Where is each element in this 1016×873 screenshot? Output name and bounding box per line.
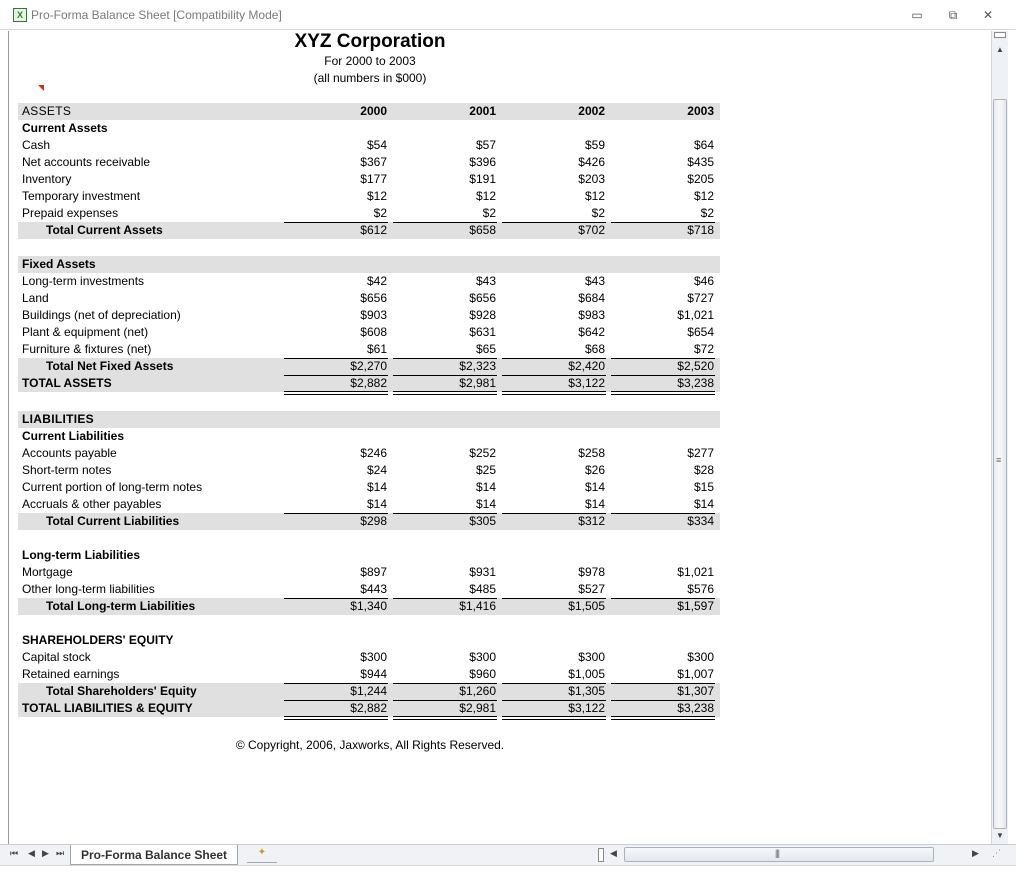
value-cell[interactable]: $897 <box>360 565 387 579</box>
underline <box>611 700 715 701</box>
value-cell[interactable]: $435 <box>687 155 714 169</box>
underline <box>284 222 388 223</box>
value-cell[interactable]: $14 <box>366 497 387 511</box>
value-cell[interactable]: $191 <box>469 172 496 186</box>
horizontal-scroll-thumb[interactable]: ||| <box>624 847 934 862</box>
value-cell[interactable]: $608 <box>360 325 387 339</box>
value-cell[interactable]: $612 <box>360 223 387 237</box>
value-cell[interactable]: $3,122 <box>568 701 605 715</box>
row-label: Retained earnings <box>22 667 120 681</box>
year-column-header[interactable]: 2001 <box>469 104 496 118</box>
value-cell[interactable]: $65 <box>475 342 496 356</box>
scroll-up-icon[interactable]: ▲ <box>996 45 1004 54</box>
double-underline <box>393 394 497 395</box>
comment-indicator-icon[interactable] <box>38 85 44 91</box>
excel-icon: X <box>13 8 27 22</box>
row-net-accounts-receivable <box>18 154 720 171</box>
row-label: Inventory <box>22 172 72 186</box>
row-cash <box>18 137 720 154</box>
value-cell[interactable]: $718 <box>687 223 714 237</box>
row-label: Accounts payable <box>22 446 117 460</box>
double-underline <box>284 716 388 717</box>
value-cell[interactable]: $43 <box>584 274 605 288</box>
row-label: Temporary investment <box>22 189 141 203</box>
value-cell[interactable]: $300 <box>578 650 605 664</box>
total-long-term-liabilities-row <box>18 598 720 615</box>
row-label: SHAREHOLDERS' EQUITY <box>22 633 174 647</box>
underline <box>611 222 715 223</box>
year-column-header[interactable]: 2003 <box>687 104 714 118</box>
value-cell[interactable]: $631 <box>469 325 496 339</box>
double-underline <box>393 719 497 720</box>
double-underline <box>611 391 715 392</box>
row-capital-stock <box>18 649 720 666</box>
shareholders-equity-heading <box>18 632 720 649</box>
row-label: Total Net Fixed Assets <box>46 359 174 373</box>
row-label: Cash <box>22 138 51 152</box>
row-label: Accruals & other payables <box>22 497 162 511</box>
row-current-portion-of-long-term-notes <box>18 479 720 496</box>
value-cell[interactable]: $1,340 <box>350 599 387 613</box>
row-label: ASSETS <box>22 104 72 118</box>
window-bottom-edge <box>0 865 1016 873</box>
year-column-header[interactable]: 2000 <box>360 104 387 118</box>
value-cell[interactable]: $68 <box>584 342 605 356</box>
value-cell[interactable]: $300 <box>687 650 714 664</box>
value-cell[interactable]: $978 <box>578 565 605 579</box>
value-cell[interactable]: $1,416 <box>459 599 496 613</box>
value-cell[interactable]: $42 <box>366 274 387 288</box>
double-underline <box>284 391 388 392</box>
row-label: Mortgage <box>22 565 73 579</box>
value-cell[interactable]: $367 <box>360 155 387 169</box>
vertical-scrollbar[interactable] <box>991 31 1008 844</box>
underline <box>393 222 497 223</box>
underline <box>284 700 388 701</box>
value-cell[interactable]: $1,260 <box>459 684 496 698</box>
value-cell[interactable]: $2 <box>700 206 714 220</box>
double-underline <box>502 391 606 392</box>
underline <box>611 598 715 599</box>
value-cell[interactable]: $2,323 <box>459 359 496 373</box>
copyright-text: © Copyright, 2006, Jaxworks, All Rights Reserved. <box>235 738 505 752</box>
total-net-fixed-assets-row <box>18 358 720 375</box>
window-title: Pro-Forma Balance Sheet [Compatibility Mode] <box>31 8 282 22</box>
value-cell[interactable]: $1,307 <box>677 684 714 698</box>
row-label: Buildings (net of depreciation) <box>22 308 181 322</box>
company-title: XYZ Corporation <box>294 31 446 52</box>
value-cell[interactable]: $727 <box>687 291 714 305</box>
value-cell[interactable]: $931 <box>469 565 496 579</box>
row-accounts-payable <box>18 445 720 462</box>
sheet-tab-bar <box>0 844 1016 865</box>
double-underline <box>284 394 388 395</box>
value-cell[interactable]: $1,007 <box>677 667 714 681</box>
value-cell[interactable]: $277 <box>687 446 714 460</box>
value-cell[interactable]: $14 <box>475 480 496 494</box>
value-cell[interactable]: $2 <box>482 206 496 220</box>
underline <box>502 375 606 376</box>
underline <box>611 683 715 684</box>
underline <box>393 700 497 701</box>
underline <box>611 375 715 376</box>
value-cell[interactable]: $26 <box>584 463 605 477</box>
value-cell[interactable]: $944 <box>360 667 387 681</box>
row-label: Total Current Assets <box>46 223 163 237</box>
value-cell[interactable]: $28 <box>693 463 714 477</box>
row-other-long-term-liabilities <box>18 581 720 598</box>
value-cell[interactable]: $14 <box>693 497 714 511</box>
value-cell[interactable]: $334 <box>687 514 714 528</box>
value-cell[interactable]: $658 <box>469 223 496 237</box>
value-cell[interactable]: $1,505 <box>568 599 605 613</box>
value-cell[interactable]: $1,005 <box>568 667 605 681</box>
restore-icon[interactable]: ⧉ <box>948 8 958 22</box>
value-cell[interactable]: $305 <box>469 514 496 528</box>
value-cell[interactable]: $203 <box>578 172 605 186</box>
value-cell[interactable]: $2,981 <box>459 701 496 715</box>
value-cell[interactable]: $3,238 <box>677 701 714 715</box>
row-label: Plant & equipment (net) <box>22 325 149 339</box>
year-column-header[interactable]: 2002 <box>578 104 605 118</box>
value-cell[interactable]: $43 <box>475 274 496 288</box>
row-label: Land <box>22 291 49 305</box>
value-cell[interactable]: $2,981 <box>459 376 496 390</box>
last-sheet-icon[interactable]: ⏭ <box>56 848 65 858</box>
row-label: Current Assets <box>22 121 108 135</box>
minimize-icon[interactable]: ▭ <box>911 8 923 22</box>
value-cell[interactable]: $12 <box>475 189 496 203</box>
value-cell[interactable]: $54 <box>366 138 387 152</box>
value-cell[interactable]: $642 <box>578 325 605 339</box>
row-short-term-notes <box>18 462 720 479</box>
row-label: Capital stock <box>22 650 91 664</box>
long-term-liabilities-heading <box>18 547 720 564</box>
row-label: Total Long-term Liabilities <box>46 599 196 613</box>
prev-sheet-icon[interactable]: ◀ <box>28 848 35 858</box>
value-cell[interactable]: $72 <box>693 342 714 356</box>
grip-icon: ≡ <box>996 455 1002 465</box>
row-label: Net accounts receivable <box>22 155 151 169</box>
row-long-term-investments <box>18 273 720 290</box>
double-underline <box>611 716 715 717</box>
value-cell[interactable]: $177 <box>360 172 387 186</box>
value-cell[interactable]: $300 <box>469 650 496 664</box>
underline <box>284 598 388 599</box>
value-cell[interactable]: $312 <box>578 514 605 528</box>
value-cell[interactable]: $576 <box>687 582 714 596</box>
value-cell[interactable]: $2,270 <box>350 359 387 373</box>
value-cell[interactable]: $46 <box>693 274 714 288</box>
row-temporary-investment <box>18 188 720 205</box>
value-cell[interactable]: $485 <box>469 582 496 596</box>
value-cell[interactable]: $1,021 <box>677 565 714 579</box>
double-underline <box>393 716 497 717</box>
underline <box>502 598 606 599</box>
row-prepaid-expenses <box>18 205 720 222</box>
row-label: Total Shareholders' Equity <box>46 684 197 698</box>
value-cell[interactable]: $2,520 <box>677 359 714 373</box>
value-cell[interactable]: $205 <box>687 172 714 186</box>
double-underline <box>502 719 606 720</box>
value-cell[interactable]: $14 <box>366 480 387 494</box>
scroll-left-icon[interactable]: ◀ <box>610 848 617 858</box>
current-assets-heading <box>18 120 720 137</box>
value-cell[interactable]: $983 <box>578 308 605 322</box>
double-underline <box>502 716 606 717</box>
value-cell[interactable]: $258 <box>578 446 605 460</box>
total-current-assets-row <box>18 222 720 239</box>
underline <box>611 358 715 359</box>
value-cell[interactable]: $1,244 <box>350 684 387 698</box>
horizontal-split-handle-icon[interactable] <box>598 848 604 862</box>
tab-pro-forma-balance-sheet[interactable]: Pro-Forma Balance Sheet <box>70 845 238 865</box>
value-cell[interactable]: $960 <box>469 667 496 681</box>
row-label: Furniture & fixtures (net) <box>22 342 152 356</box>
double-underline <box>393 391 497 392</box>
row-label: TOTAL ASSETS <box>22 376 112 390</box>
row-label: Short-term notes <box>22 463 112 477</box>
underline <box>393 375 497 376</box>
value-cell[interactable]: $2 <box>591 206 605 220</box>
row-accruals-other-payables <box>18 496 720 513</box>
value-cell[interactable]: $656 <box>469 291 496 305</box>
value-cell[interactable]: $3,122 <box>568 376 605 390</box>
row-label: Long-term Liabilities <box>22 548 141 562</box>
value-cell[interactable]: $702 <box>578 223 605 237</box>
close-icon[interactable]: ✕ <box>982 8 994 22</box>
row-label: TOTAL LIABILITIES & EQUITY <box>22 701 193 715</box>
row-land <box>18 290 720 307</box>
row-inventory <box>18 171 720 188</box>
assets-header-row <box>18 103 720 120</box>
value-cell[interactable]: $396 <box>469 155 496 169</box>
underline <box>393 513 497 514</box>
row-buildings-net-of-depreciation <box>18 307 720 324</box>
row-label: Prepaid expenses <box>22 206 119 220</box>
row-label: Other long-term liabilities <box>22 582 155 596</box>
row-retained-earnings <box>18 666 720 683</box>
value-cell[interactable]: $252 <box>469 446 496 460</box>
underline <box>284 513 388 514</box>
fixed-assets-heading <box>18 256 720 273</box>
value-cell[interactable]: $2,882 <box>350 376 387 390</box>
value-cell[interactable]: $656 <box>360 291 387 305</box>
value-cell[interactable]: $2 <box>373 206 387 220</box>
value-cell[interactable]: $2,420 <box>568 359 605 373</box>
liabilities-heading <box>18 411 720 428</box>
double-underline <box>284 719 388 720</box>
value-cell[interactable]: $12 <box>584 189 605 203</box>
underline <box>502 222 606 223</box>
next-sheet-icon[interactable]: ▶ <box>42 848 49 858</box>
value-cell[interactable]: $1,021 <box>677 308 714 322</box>
underline <box>393 358 497 359</box>
total-assets-row <box>18 375 720 392</box>
value-cell[interactable]: $57 <box>475 138 496 152</box>
underline <box>393 683 497 684</box>
underline <box>611 513 715 514</box>
row-label: Current portion of long-term notes <box>22 480 203 494</box>
row-label: Long-term investments <box>22 274 145 288</box>
row-plant-equipment-net <box>18 324 720 341</box>
underline <box>502 513 606 514</box>
scroll-down-icon[interactable]: ▼ <box>996 831 1004 840</box>
total-liabilities-equity-row <box>18 700 720 717</box>
total-current-liabilities-row <box>18 513 720 530</box>
first-sheet-icon[interactable]: ⏮ <box>10 848 19 858</box>
current-liabilities-heading <box>18 428 720 445</box>
window-titlebar <box>0 0 1016 30</box>
period-subtitle: For 2000 to 2003 <box>324 54 416 68</box>
value-cell[interactable]: $654 <box>687 325 714 339</box>
value-cell[interactable]: $24 <box>366 463 387 477</box>
double-underline <box>611 719 715 720</box>
value-cell[interactable]: $928 <box>469 308 496 322</box>
value-cell[interactable]: $903 <box>360 308 387 322</box>
value-cell[interactable]: $59 <box>584 138 605 152</box>
value-cell[interactable]: $443 <box>360 582 387 596</box>
value-cell[interactable]: $246 <box>360 446 387 460</box>
value-cell[interactable]: $2,882 <box>350 701 387 715</box>
value-cell[interactable]: $426 <box>578 155 605 169</box>
underline <box>393 598 497 599</box>
value-cell[interactable]: $12 <box>366 189 387 203</box>
underline <box>502 683 606 684</box>
underline <box>284 683 388 684</box>
value-cell[interactable]: $15 <box>693 480 714 494</box>
value-cell[interactable]: $14 <box>584 497 605 511</box>
row-mortgage <box>18 564 720 581</box>
double-underline <box>502 394 606 395</box>
value-cell[interactable]: $64 <box>693 138 714 152</box>
value-cell[interactable]: $1,597 <box>677 599 714 613</box>
value-cell[interactable]: $684 <box>578 291 605 305</box>
row-label: Current Liabilities <box>22 429 125 443</box>
underline <box>284 358 388 359</box>
underline <box>502 358 606 359</box>
scroll-right-icon[interactable]: ▶ <box>972 848 979 858</box>
value-cell[interactable]: $1,305 <box>568 684 605 698</box>
row-label: Total Current Liabilities <box>46 514 180 528</box>
row-furniture-fixtures-net <box>18 341 720 358</box>
units-note: (all numbers in $000) <box>313 71 427 85</box>
value-cell[interactable]: $527 <box>578 582 605 596</box>
value-cell[interactable]: $14 <box>475 497 496 511</box>
value-cell[interactable]: $3,238 <box>677 376 714 390</box>
value-cell[interactable]: $298 <box>360 514 387 528</box>
resize-grip-icon[interactable]: ⋰ <box>992 848 1001 858</box>
split-handle-icon[interactable] <box>994 32 1006 38</box>
value-cell[interactable]: $14 <box>584 480 605 494</box>
underline <box>502 700 606 701</box>
value-cell[interactable]: $300 <box>360 650 387 664</box>
double-underline <box>611 394 715 395</box>
value-cell[interactable]: $61 <box>366 342 387 356</box>
value-cell[interactable]: $12 <box>693 189 714 203</box>
row-label: Fixed Assets <box>22 257 96 271</box>
row-label: LIABILITIES <box>22 412 94 426</box>
total-shareholders-equity-row <box>18 683 720 700</box>
underline <box>284 375 388 376</box>
value-cell[interactable]: $25 <box>475 463 496 477</box>
insert-sheet-icon[interactable]: ✦ <box>247 847 277 863</box>
